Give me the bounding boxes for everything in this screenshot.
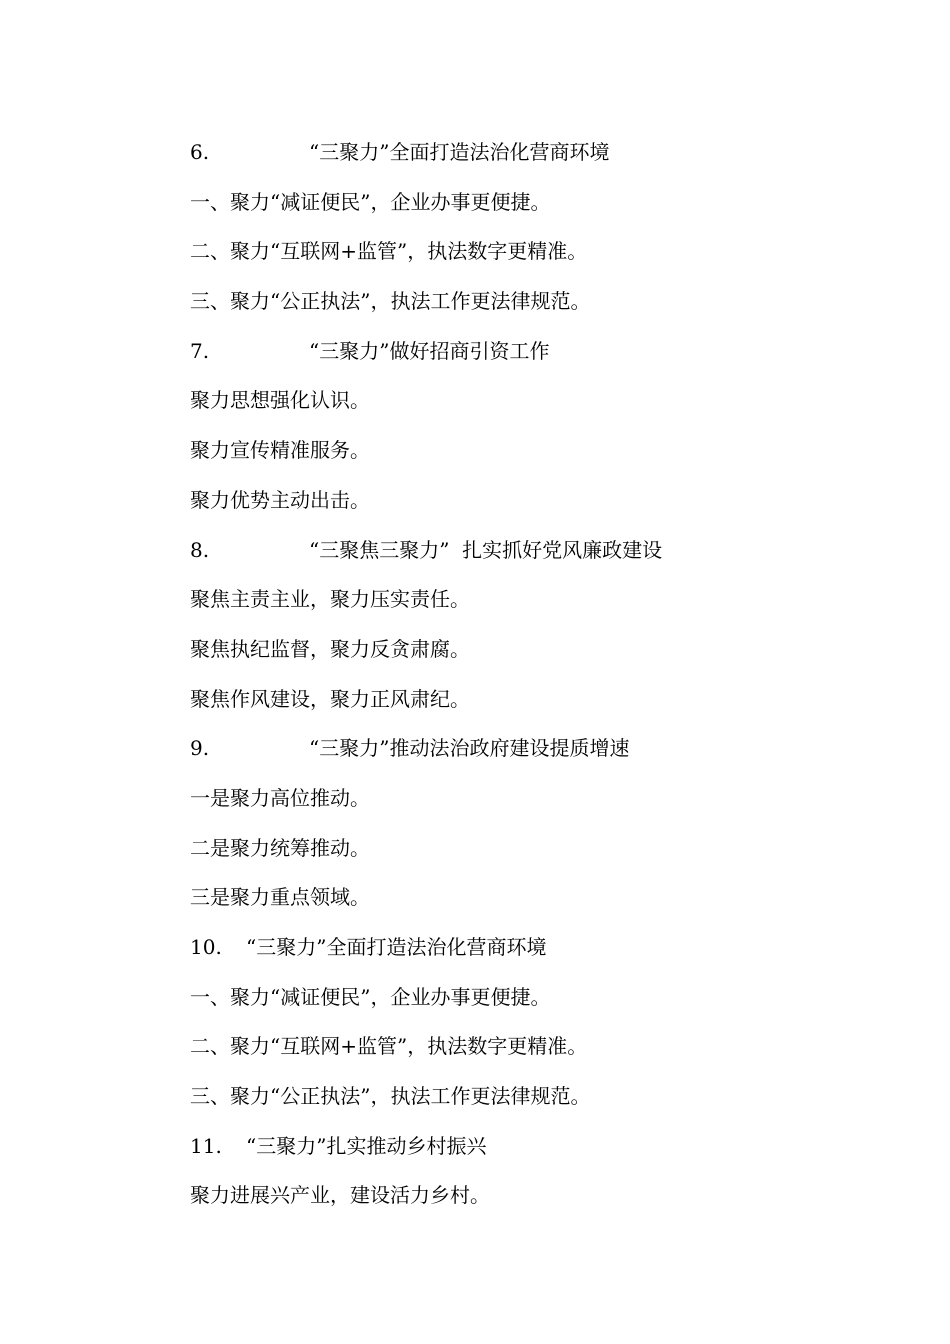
item-number: 6. [190, 140, 210, 164]
item-number: 7. [190, 338, 210, 363]
body-line: 二、聚力“互联网+监管”，执法数字更精准。 [190, 1034, 588, 1059]
heading-text: “三聚力”扎实推动乡村振兴 [246, 1133, 487, 1158]
heading-6 [190, 130, 890, 180]
body-line: 聚焦执纪监督，聚力反贪肃腐。 [190, 636, 470, 661]
body-line: 三、聚力“公正执法”，执法工作更法律规范。 [190, 289, 591, 314]
heading-text: “三聚力”做好招商引资工作 [309, 338, 550, 363]
body-line: 二、聚力“互联网+监管”，执法数字更精准。 [190, 239, 588, 264]
heading-11 [190, 1124, 890, 1174]
item-number: 10. [190, 935, 222, 959]
heading-8 [190, 528, 890, 578]
heading-text: “三聚力”全面打造法治化营商环境 [246, 935, 547, 959]
body-line: 聚力进展兴产业，建设活力乡村。 [190, 1183, 490, 1208]
item-number: 8. [190, 537, 210, 562]
body-line: 一、聚力“减证便民”，企业办事更便捷。 [190, 189, 551, 214]
body-line: 聚力宣传精准服务。 [190, 438, 370, 463]
item-number: 9. [190, 736, 210, 761]
body-line: 二是聚力统筹推动。 [190, 835, 370, 860]
heading-text: “三聚焦三聚力” 扎实抓好党风廉政建设 [309, 537, 663, 562]
heading-text: “三聚力”全面打造法治化营商环境 [309, 140, 610, 164]
document-body [190, 130, 890, 1223]
heading-7 [190, 329, 890, 379]
body-line: 聚焦作风建设，聚力正风肃纪。 [190, 686, 470, 711]
body-line: 聚力优势主动出击。 [190, 487, 370, 512]
item-number: 11. [190, 1133, 222, 1158]
body-line: 三、聚力“公正执法”，执法工作更法律规范。 [190, 1084, 591, 1109]
body-line: 聚焦主责主业，聚力压实责任。 [190, 587, 470, 612]
body-line: 三是聚力重点领域。 [190, 885, 370, 910]
heading-10 [190, 925, 890, 975]
body-line: 聚力思想强化认识。 [190, 388, 370, 413]
body-line: 一、聚力“减证便民”，企业办事更便捷。 [190, 984, 551, 1009]
body-line: 一是聚力高位推动。 [190, 785, 370, 810]
heading-9 [190, 726, 890, 776]
heading-text: “三聚力”推动法治政府建设提质增速 [309, 736, 630, 761]
